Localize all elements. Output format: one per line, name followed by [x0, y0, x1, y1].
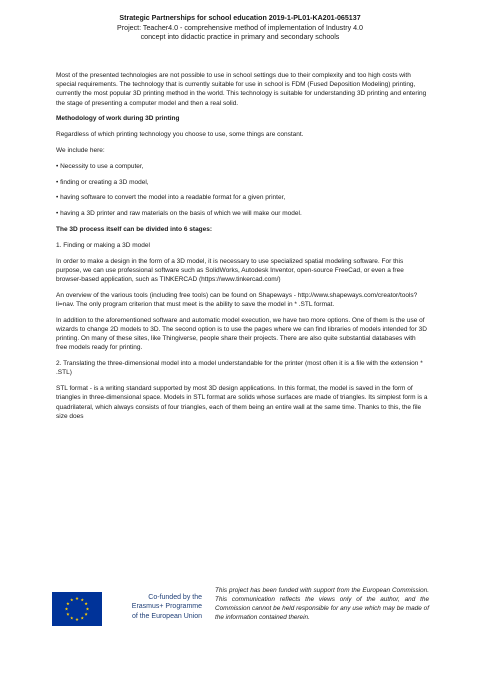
- stage-1-title: 1. Finding or making a 3D model: [56, 241, 150, 249]
- cofunded-line-2: Erasmus+ Programme: [131, 603, 202, 611]
- paragraph-stl-format: STL format - is a writing standard supported by most 3D design applications. In this format, the model is saved in the form of triangles in three-dimensional space. Models in STL format are solids whose surfaces are made of triangles. Its simplest form is a quadrilateral, which always consists of four triangles, each of them being an entire wall at the same time. Thanks to this, the file size does: [56, 385, 428, 420]
- header-project-line2: concept into didactic practice in primary and secondary schools: [140, 33, 340, 42]
- bullet-item: • having software to convert the model into a readable format for a given printer,: [56, 194, 286, 202]
- heading-stages: The 3D process itself can be divided into 6 stages:: [56, 225, 213, 233]
- cofunded-line-3: of the European Union: [131, 612, 202, 620]
- cofunded-label: [110, 593, 202, 621]
- paragraph-intro: Most of the presented technologies are not possible to use in school settings due to their complexity and too high costs with special requirements. The technology that is currently suitable for use in school is FDM (Fused Deposition Modeling) printing, currently the most popular 3D printing method in the world. This technology is suitable for understanding 3D printing and entering the stage of presenting a computer model and then a real solid.: [56, 72, 427, 107]
- cofunded-line-1: Co-funded by the: [148, 594, 202, 601]
- paragraph-constants: Regardless of which printing technology you choose to use, some things are constant.: [56, 131, 304, 139]
- funding-disclaimer: This project has been funded with support from the European Commission. This communication reflects the views only of the author, and the Commission cannot be held responsible for any use which may be made of the information contained therein.: [215, 587, 429, 622]
- paragraph-include: We include here:: [56, 147, 105, 154]
- paragraph-options: In addition to the aforementioned software and automatic model execution, we have two more options. One of them is the use of wizards to change 2D models to 3D. The second option is to use the pages where we can find libraries of models intended for 3D printing. On many of these sites, like Thingiverse, people share their projects. There are also quite substantial databases with free models ready for printing.: [56, 316, 427, 352]
- bullet-item: • having a 3D printer and raw materials on the basis of which we will make our model.: [56, 210, 302, 218]
- paragraph-modeling-software: In order to make a design in the form of a 3D model, it is necessary to use specialized spatial modeling software. For this purpose, we can use professional software such as SolidWorks, Autodesk Inventor, open-source FreeCad, or even a free browser-based application, such as TINKERCAD (https://www.tinkercad.com/): [56, 257, 404, 283]
- stage-2-title: 2. Translating the three-dimensional model into a model understandable for the printer (most often it is a file with the extension * .STL): [56, 360, 423, 377]
- paragraph-tools-overview: An overview of the various tools (including free tools) can be found on Shapeways - http://www.shapeways.com/creator/tools?li=nav. The only program criterion that must meet is the ability to save the model in * .STL format.: [56, 291, 418, 308]
- header-title: Strategic Partnerships for school education 2019-1-PL01-KA201-065137: [119, 14, 361, 22]
- page-footer: [52, 584, 432, 634]
- heading-methodology: Methodology of work during 3D printing: [56, 115, 180, 123]
- bullet-item: • finding or creating a 3D model,: [56, 178, 149, 186]
- bullet-item: • Necessity to use a computer,: [56, 162, 144, 170]
- page-header: [0, 14, 480, 43]
- header-project-line1: Project: Teacher4.0 - comprehensive method of implementation of Industry 4.0: [117, 23, 363, 32]
- document-body: [56, 71, 428, 428]
- eu-flag-icon: [52, 592, 102, 626]
